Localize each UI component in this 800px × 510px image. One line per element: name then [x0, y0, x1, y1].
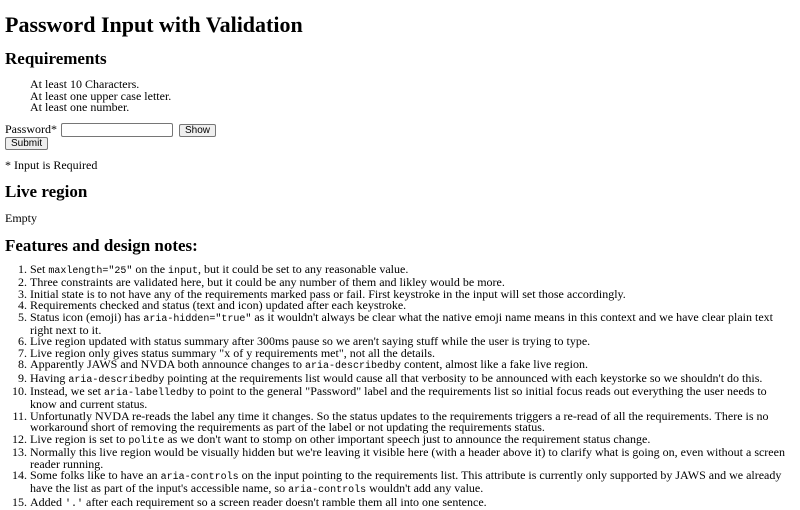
code-snippet: maxlength="25" [48, 266, 133, 277]
note-item: 10. Instead, we set aria-labelledby to point to the general "Password" label and the requirements list so initial focus reads out everything the user needs to know and current status. [30, 386, 794, 411]
note-item: 4. Requirements checked and status (text and icon) updated after each keystroke. [30, 300, 794, 311]
code-snippet: aria-describedby [304, 361, 401, 373]
note-item: 12. Live region is set to polite as we don't want to stomp on other important speech just to announce the requirement status change. [30, 434, 794, 447]
code-snippet: '.' [65, 498, 84, 510]
live-region: Empty [5, 211, 37, 225]
submit-row [5, 136, 48, 150]
note-item: 3. Initial state is to not have any of the requirements marked pass or fail. First keystroke in the input will set those accordingly. [30, 289, 794, 300]
code-snippet: aria-controls [288, 485, 367, 497]
required-marker: * [51, 122, 58, 137]
note-item: 15. Added '.' after each requirement so a screen reader doesn't ramble them all into one sentence. [30, 497, 794, 510]
note-item: 13. Normally this live region would be visually hidden but we're leaving it visible here (with a header above it) to clarify what is going on, even without a screen reader running. [30, 447, 794, 470]
note-item: 2. Three constraints are validated here, but it could be any number of them and likley would be more. [30, 277, 794, 288]
note-item: 8. Apparently JAWS and NVDA both announce changes to aria-describedby content, almost like a fake live region. [30, 359, 794, 372]
requirement-item: At least one number. [30, 100, 130, 114]
note-item: 14. Some folks like to have an aria-controls on the input pointing to the requirements list. This attribute is currently only supported by JAWS and we already have the list as part of the input's accessible name, so aria-controls wouldn't add any value. [30, 470, 794, 497]
code-snippet: aria-hidden="true" [143, 313, 252, 325]
note-item: 6. Live region updated with status summary after 300ms pause so we aren't saying stuff while the user is trying to type. [30, 336, 794, 347]
code-snippet: polite [128, 435, 165, 447]
password-label: Password* [5, 122, 58, 137]
live-region-heading: Live region [5, 182, 88, 201]
requirement-item: At least 10 Characters. [30, 77, 140, 91]
requirement-item: At least one upper case letter. [30, 88, 172, 103]
page-title: Password Input with Validation [5, 12, 303, 37]
code-snippet: aria-describedby [68, 374, 165, 386]
features-heading: Features and design notes: [5, 236, 198, 255]
note-item: 7. Live region only gives status summary "x of y requirements met", not all the details. [30, 348, 794, 359]
code-snippet: aria-controls [160, 471, 239, 483]
password-input[interactable] [61, 123, 173, 137]
note-item: 1. Set maxlength="25" on the input, but it could be set to any reasonable value. [30, 264, 794, 277]
show-password-button[interactable]: Show [179, 124, 216, 137]
features-list [30, 264, 794, 510]
code-snippet: aria-labelledby [103, 388, 194, 400]
requirements-list [30, 79, 171, 114]
password-row [5, 123, 216, 137]
code-snippet: input [168, 266, 199, 277]
note-item: 9. Having aria-describedby pointing at the requirements list would cause all that verbosity to be announced with each keystorke so we shouldn't do this. [30, 373, 794, 386]
note-item: 11. Unfortunatly NVDA re-reads the label any time it changes. So the status updates to the requirements triggers a re-read of all the requirements. There is no workaround short of removing the requirements as part of the label or not updating the requirements status. [30, 411, 794, 434]
requirements-heading: Requirements [5, 49, 107, 68]
required-note: * Input is Required [5, 158, 98, 172]
note-item: 5. Status icon (emoji) has aria-hidden="true" as it wouldn't always be clear what the native emoji name means in this context and we have clear plain text right next to it. [30, 312, 794, 337]
submit-button[interactable]: Submit [5, 137, 48, 150]
